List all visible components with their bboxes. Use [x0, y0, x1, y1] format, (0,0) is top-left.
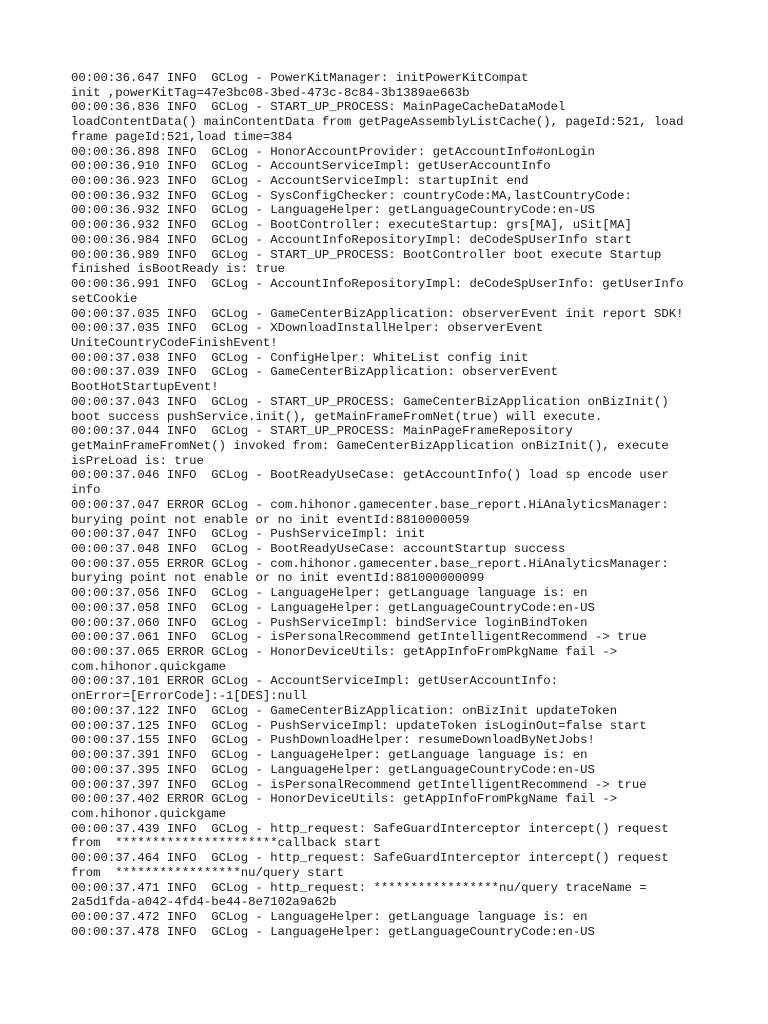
- log-line: onError=[ErrorCode]:-1[DES]:null: [71, 689, 308, 704]
- log-line: 00:00:37.397 INFO GCLog - isPersonalRecommend getIntelligentRecommend -> true: [71, 777, 647, 792]
- log-line: 00:00:36.932 INFO GCLog - BootController: executeStartup: grs[MA], uSit[MA]: [71, 218, 632, 233]
- log-line: 00:00:36.984 INFO GCLog - AccountInfoRepositoryImpl: deCodeSpUserInfo start: [71, 232, 632, 247]
- log-line: setCookie: [71, 291, 138, 306]
- log-line: 00:00:37.043 INFO GCLog - START_UP_PROCESS: GameCenterBizApplication onBizInit(): [71, 394, 669, 409]
- log-document: [71, 71, 711, 939]
- log-line: 00:00:36.836 INFO GCLog - START_UP_PROCESS: MainPageCacheDataModel: [71, 100, 566, 115]
- log-line: init ,powerKitTag=47e3bc08-3bed-473c-8c84-3b1389ae663b: [71, 85, 470, 100]
- log-line: 00:00:37.402 ERROR GCLog - HonorDeviceUtils: getAppInfoFromPkgName fail ->: [71, 792, 618, 807]
- log-line: isPreLoad is: true: [71, 453, 204, 468]
- log-line: 00:00:37.039 INFO GCLog - GameCenterBizApplication: observerEvent: [71, 365, 559, 380]
- log-line: 00:00:36.989 INFO GCLog - START_UP_PROCESS: BootController boot execute Startup: [71, 247, 662, 262]
- log-line: com.hihonor.quickgame: [71, 806, 226, 821]
- log-line: 00:00:37.439 INFO GCLog - http_request: SafeGuardInterceptor intercept() request: [71, 821, 669, 836]
- log-line: 00:00:37.472 INFO GCLog - LanguageHelper: getLanguage language is: en: [71, 909, 588, 924]
- log-line: 00:00:36.991 INFO GCLog - AccountInfoRepositoryImpl: deCodeSpUserInfo: getUserInfo: [71, 277, 684, 292]
- log-line: boot success pushService.init(), getMainFrameFromNet(true) will execute.: [71, 409, 603, 424]
- log-line: burying point not enable or no init eventId:8810000059: [71, 512, 470, 527]
- log-line: 00:00:37.125 INFO GCLog - PushServiceImpl: updateToken isLoginOut=false start: [71, 718, 647, 733]
- log-line: 00:00:37.038 INFO GCLog - ConfigHelper: WhiteList config init: [71, 350, 529, 365]
- log-line: getMainFrameFromNet() invoked from: GameCenterBizApplication onBizInit(), execute: [71, 438, 669, 453]
- log-line: 00:00:36.647 INFO GCLog - PowerKitManager: initPowerKitCompat: [71, 71, 529, 85]
- log-line: 00:00:37.395 INFO GCLog - LanguageHelper: getLanguageCountryCode:en-US: [71, 762, 595, 777]
- log-line: 00:00:37.046 INFO GCLog - BootReadyUseCase: getAccountInfo() load sp encode user: [71, 468, 669, 483]
- log-line: 00:00:36.898 INFO GCLog - HonorAccountProvider: getAccountInfo#onLogin: [71, 144, 595, 159]
- log-line: burying point not enable or no init eventId:881000000099: [71, 571, 485, 586]
- log-line: 00:00:36.932 INFO GCLog - LanguageHelper: getLanguageCountryCode:en-US: [71, 203, 595, 218]
- log-line: 00:00:37.047 ERROR GCLog - com.hihonor.gamecenter.base_report.HiAnalyticsManager:: [71, 497, 669, 512]
- log-line: 00:00:37.155 INFO GCLog - PushDownloadHelper: resumeDownloadByNetJobs!: [71, 733, 595, 748]
- log-line: 2a5d1fda-a042-4fd4-be44-8e7102a9a62b: [71, 895, 337, 910]
- log-line: 00:00:37.035 INFO GCLog - XDownloadInstallHelper: observerEvent: [71, 321, 544, 336]
- log-line: from *****************nu/query start: [71, 865, 345, 880]
- log-line: 00:00:37.065 ERROR GCLog - HonorDeviceUtils: getAppInfoFromPkgName fail ->: [71, 645, 618, 660]
- log-line: 00:00:37.060 INFO GCLog - PushServiceImpl: bindService loginBindToken: [71, 615, 588, 630]
- log-line: 00:00:37.478 INFO GCLog - LanguageHelper: getLanguageCountryCode:en-US: [71, 924, 595, 939]
- log-line: 00:00:36.910 INFO GCLog - AccountServiceImpl: getUserAccountInfo: [71, 159, 551, 174]
- log-line: finished isBootReady is: true: [71, 262, 286, 277]
- log-line: loadContentData() mainContentData from getPageAssemblyListCache(), pageId:521, load: [71, 115, 684, 130]
- log-line: from **********************callback start: [71, 836, 381, 851]
- log-line: 00:00:37.391 INFO GCLog - LanguageHelper: getLanguage language is: en: [71, 748, 588, 763]
- log-line: BootHotStartupEvent!: [71, 380, 219, 395]
- log-line: 00:00:37.058 INFO GCLog - LanguageHelper: getLanguageCountryCode:en-US: [71, 600, 595, 615]
- log-line: info: [71, 483, 101, 498]
- log-line: 00:00:36.932 INFO GCLog - SysConfigChecker: countryCode:MA,lastCountryCode:: [71, 188, 632, 203]
- log-line: 00:00:37.044 INFO GCLog - START_UP_PROCESS: MainPageFrameRepository: [71, 424, 573, 439]
- log-line: 00:00:37.122 INFO GCLog - GameCenterBizApplication: onBizInit updateToken: [71, 703, 618, 718]
- log-line: 00:00:37.056 INFO GCLog - LanguageHelper: getLanguage language is: en: [71, 586, 588, 601]
- log-line: 00:00:37.048 INFO GCLog - BootReadyUseCase: accountStartup success: [71, 542, 566, 556]
- log-line: 00:00:37.101 ERROR GCLog - AccountServiceImpl: getUserAccountInfo:: [71, 674, 559, 689]
- log-line: 00:00:37.464 INFO GCLog - http_request: SafeGuardInterceptor intercept() request: [71, 851, 669, 866]
- log-line: 00:00:37.471 INFO GCLog - http_request: *****************nu/query traceName =: [71, 880, 647, 895]
- log-line: 00:00:36.923 INFO GCLog - AccountServiceImpl: startupInit end: [71, 174, 529, 189]
- log-line: 00:00:37.055 ERROR GCLog - com.hihonor.gamecenter.base_report.HiAnalyticsManager:: [71, 556, 669, 571]
- log-line: UniteCountryCodeFinishEvent!: [71, 335, 278, 350]
- log-line: com.hihonor.quickgame: [71, 659, 226, 674]
- log-line: 00:00:37.047 INFO GCLog - PushServiceImpl: init: [71, 527, 426, 542]
- log-line: 00:00:37.035 INFO GCLog - GameCenterBizApplication: observerEvent init report SDK!: [71, 306, 684, 321]
- log-line: 00:00:37.061 INFO GCLog - isPersonalRecommend getIntelligentRecommend -> true: [71, 630, 647, 645]
- log-line: frame pageId:521,load time=384: [71, 129, 293, 144]
